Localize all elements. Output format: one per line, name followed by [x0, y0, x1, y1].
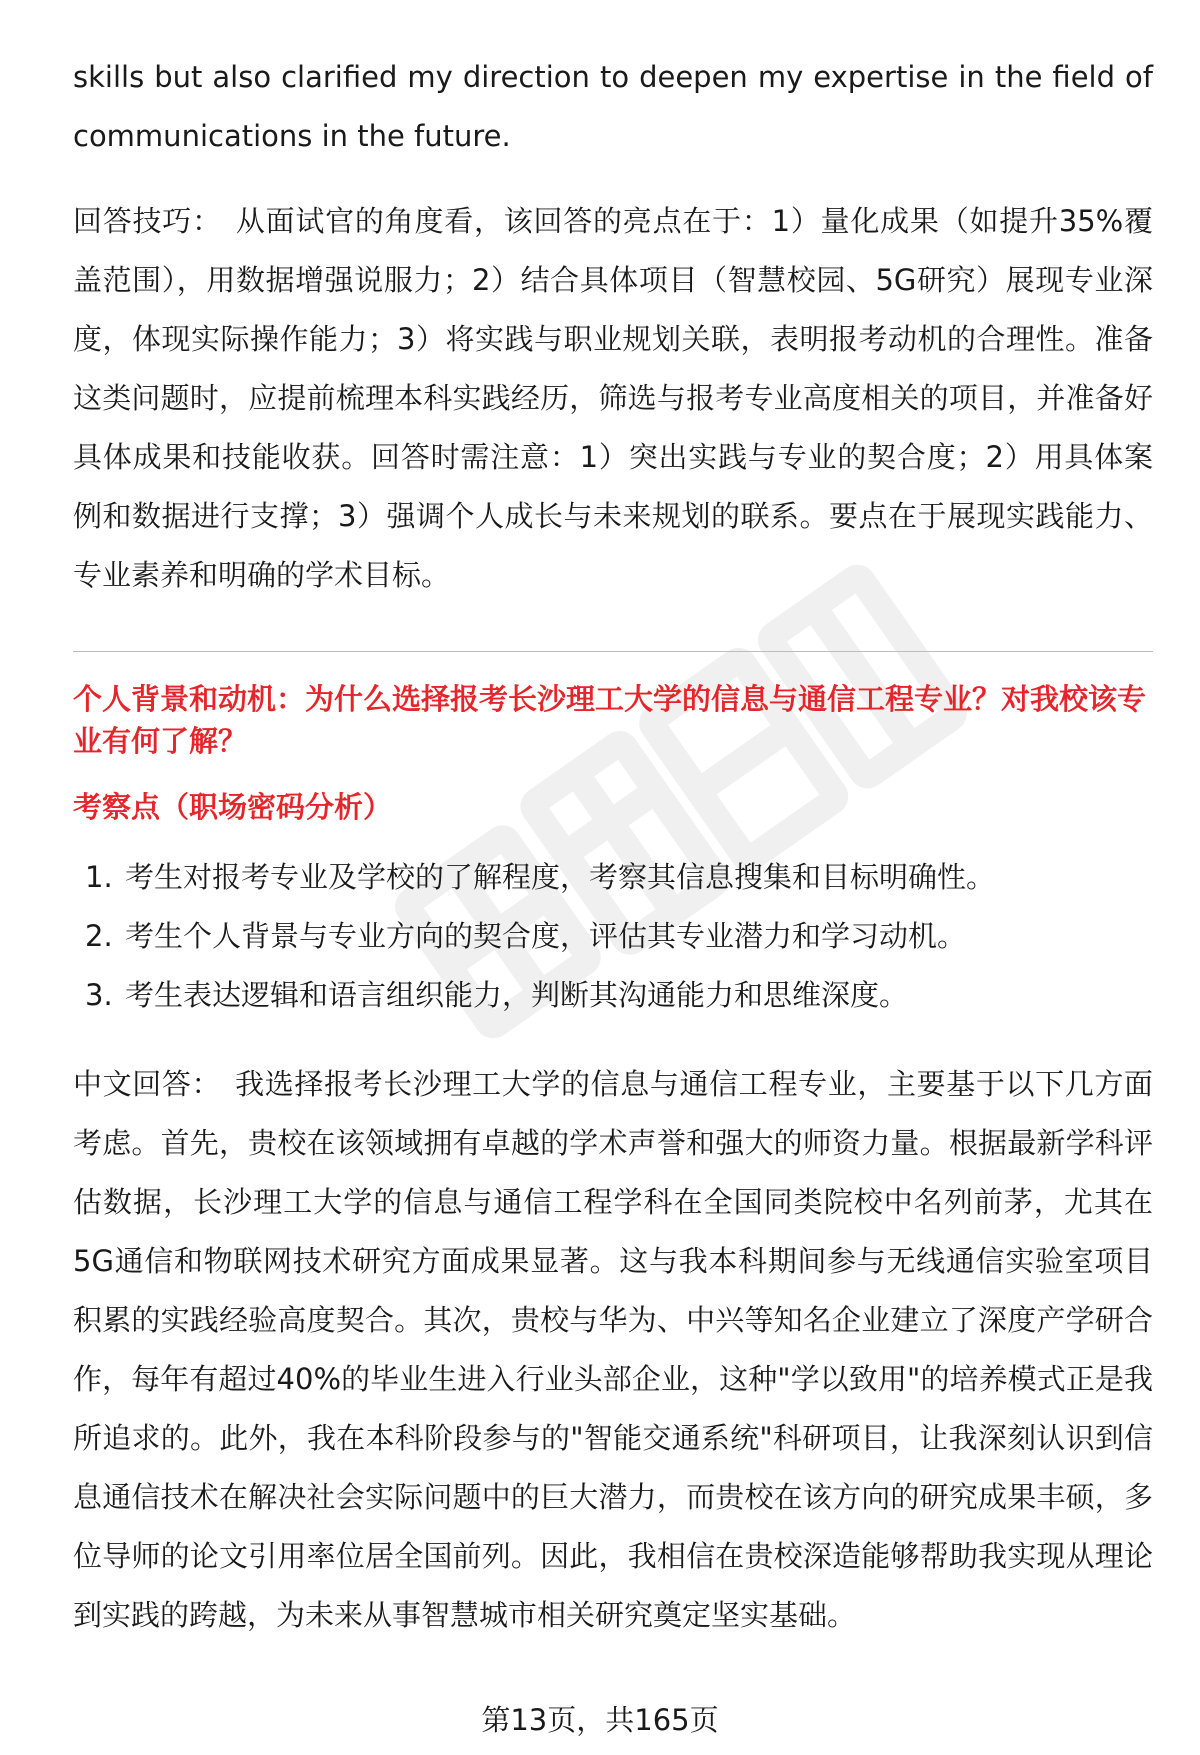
focus-list-item: [85, 848, 1153, 907]
section-divider: [73, 651, 1153, 652]
chinese-answer-text: 我选择报考长沙理工大学的信息与通信工程专业，主要基于以下几方面考虑。首先，贵校在该领域拥有卓越的学术声誉和强大的师资力量。根据最新学科评估数据，长沙理工大学的信息与通信工程学科在全国同类院校中名列前茅，尤其在5G通信和物联网技术研究方面成果显著。这与我本科期间参与无线通信实验室项目积累的实践经验高度契合。其次，贵校与华为、中兴等知名企业建立了深度产学研合作，每年有超过40%的毕业生进入行业头部企业，这种"学以致用"的培养模式正是我所追求的。此外，我在本科阶段参与的"智能交通系统"科研项目，让我深刻认识到信息通信技术在解决社会实际问题中的巨大潜力，而贵校在该方向的研究成果丰硕，多位导师的论文引用率位居全国前列。因此，我相信在贵校深造能够帮助我实现从理论到实践的跨越，为未来从事智慧城市相关研究奠定坚实基础。: [73, 1067, 1153, 1632]
focus-heading: 考察点（职场密码分析）: [73, 790, 393, 824]
focus-item-number: 3.: [85, 978, 113, 1012]
focus-item-number: 2.: [85, 919, 113, 953]
intro-english-text: skills but also clarified my direction to deepen my expertise in the field of communications in the future.: [73, 60, 1153, 153]
focus-list: [73, 848, 1153, 1025]
answer-tip-paragraph: [73, 192, 1153, 605]
focus-item-text: 考生个人背景与专业方向的契合度，评估其专业潜力和学习动机。: [125, 919, 967, 953]
document-page: [73, 48, 1153, 1645]
focus-item-text: 考生对报考专业及学校的了解程度，考察其信息搜集和目标明确性。: [125, 860, 996, 894]
answer-tip-label: 回答技巧：: [73, 204, 222, 238]
focus-list-item: [85, 907, 1153, 966]
question-title: 个人背景和动机：为什么选择报考长沙理工大学的信息与通信工程专业？对我校该专业有何了解？: [73, 682, 1147, 758]
focus-item-text: 考生表达逻辑和语言组织能力，判断其沟通能力和思维深度。: [125, 978, 909, 1012]
chinese-answer-paragraph: [73, 1055, 1153, 1645]
focus-list-item: [85, 966, 1153, 1025]
answer-tip-text: 从面试官的角度看，该回答的亮点在于：1）量化成果（如提升35%覆盖范围），用数据增强说服力；2）结合具体项目（智慧校园、5G研究）展现专业深度，体现实际操作能力；3）将实践与职业规划关联，表明报考动机的合理性。准备这类问题时，应提前梳理本科实践经历，筛选与报考专业高度相关的项目，并准备好具体成果和技能收获。回答时需注意：1）突出实践与专业的契合度；2）用具体案例和数据进行支撑；3）强调个人成长与未来规划的联系。要点在于展现实践能力、专业素养和明确的学术目标。: [73, 204, 1153, 592]
page-number-footer: 第13页，共165页: [481, 1703, 719, 1737]
chinese-answer-label: 中文回答：: [73, 1067, 222, 1101]
focus-item-number: 1.: [85, 860, 113, 894]
